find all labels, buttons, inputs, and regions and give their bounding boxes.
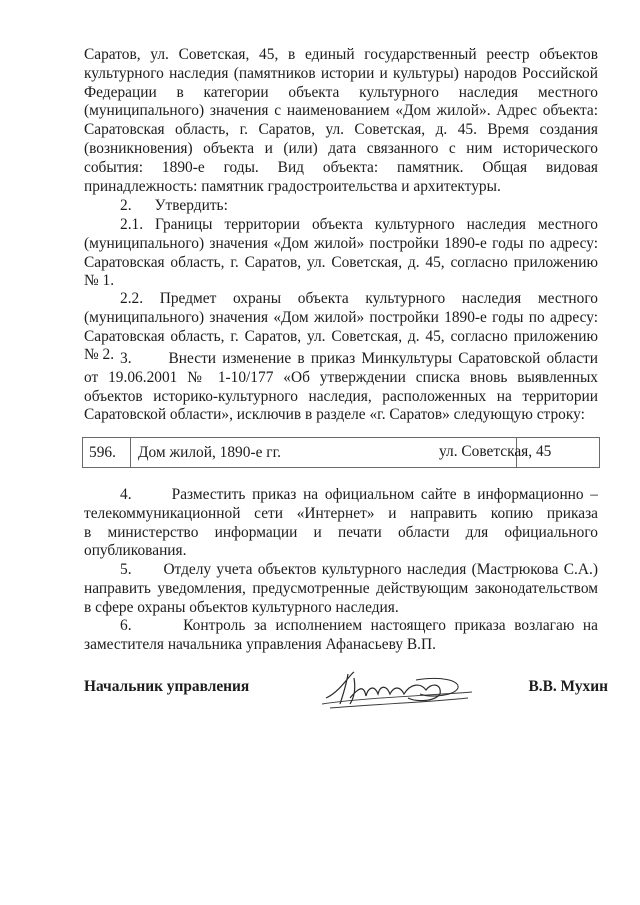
text-line: культурного наследия (памятников истории и культуры) народов Российской [84,64,598,82]
text-line: 4. Разместить приказ на официальном сайте в информационно – [120,486,598,503]
text-line: № 1. [84,272,115,290]
text-line: 2.2. Предмет охраны объекта культурного наследия местного [120,290,598,307]
text-line: (возникновения) объекта и (или) дата связанного с ним исторического [84,139,598,157]
table-cell-name: Дом жилой, 1890-е гг. [130,438,516,467]
signer-name: В.В. Мухин [528,678,608,695]
text-line: заместителя начальника управления Афанасьеву В.П. [84,635,436,653]
handwritten-signature [320,668,476,710]
signer-position: Начальник управления [84,678,250,695]
text-line: 5. Отделу учета объектов культурного наследия (Мастрюкова С.А.) [120,561,598,578]
text-line: Федерации в категории объекта культурного наследия местного [84,83,598,101]
table-cell-address-text: ул. Советская, 45 [439,443,552,460]
text-line: (муниципального) значения «Дом жилой» постройки 1890-е годы по адресу: [84,308,598,326]
text-line: Саратовская область, г. Саратов, ул. Советская, д. 45, согласно приложению [84,253,598,271]
text-line: объектов историко-культурного наследия, расположенных на территории [84,387,598,405]
text-line: события: 1890-е годы. Вид объекта: памятник. Общая видовая [84,158,598,176]
text-line: Саратовской области», исключив в разделе «г. Саратов» следующую строку: [84,406,585,424]
text-line: 2. Утвердить: [120,197,228,214]
text-line: 3. Внести изменение в приказ Минкультуры Саратовской области [120,350,598,367]
text-line: 6. Контроль за исполнением настоящего приказа возлагаю на [120,617,598,634]
text-line: в министерство информации и печати области для официального [84,523,598,541]
text-line: 2.1. Границы территории объекта культурного наследия местного [120,216,598,233]
text-line: направить уведомления, предусмотренные действующим законодательством [84,579,598,597]
paragraph-5 [84,561,598,617]
text-line: Саратовская область, г. Саратов, ул. Советская, д. 45, согласно приложению [84,327,598,345]
signature-block [84,678,608,718]
text-line: опубликования. [84,542,187,560]
text-line: от 19.06.2001 № 1-10/177 «Об утверждении списка вновь выявленных [84,368,598,386]
table-cell-number: 596. [82,438,130,467]
paragraph-3 [84,350,598,425]
text-line: принадлежность: памятник градостроительства и архитектуры. [84,177,501,195]
text-line: Саратовская область, г. Саратов, ул. Советская, д. 45. Время создания [84,121,598,139]
paragraph-2 [120,197,598,216]
text-line: № 2. [84,346,115,364]
text-line: телекоммуникационной сети «Интернет» и направить копию приказа [84,504,598,522]
paragraph-intro [84,46,598,196]
text-line: в сфере охраны объектов культурного наследия. [84,598,399,616]
paragraph-6 [84,617,598,655]
text-line: Саратов, ул. Советская, 45, в единый государственный реестр объектов [84,46,598,63]
text-line: (муниципального) значения с наименованием «Дом жилой». Адрес объекта: [84,102,598,120]
text-line: (муниципального) значения «Дом жилой» постройки 1890-е годы по адресу: [84,234,598,252]
paragraph-2-1 [84,216,598,291]
paragraph-4 [84,486,598,561]
